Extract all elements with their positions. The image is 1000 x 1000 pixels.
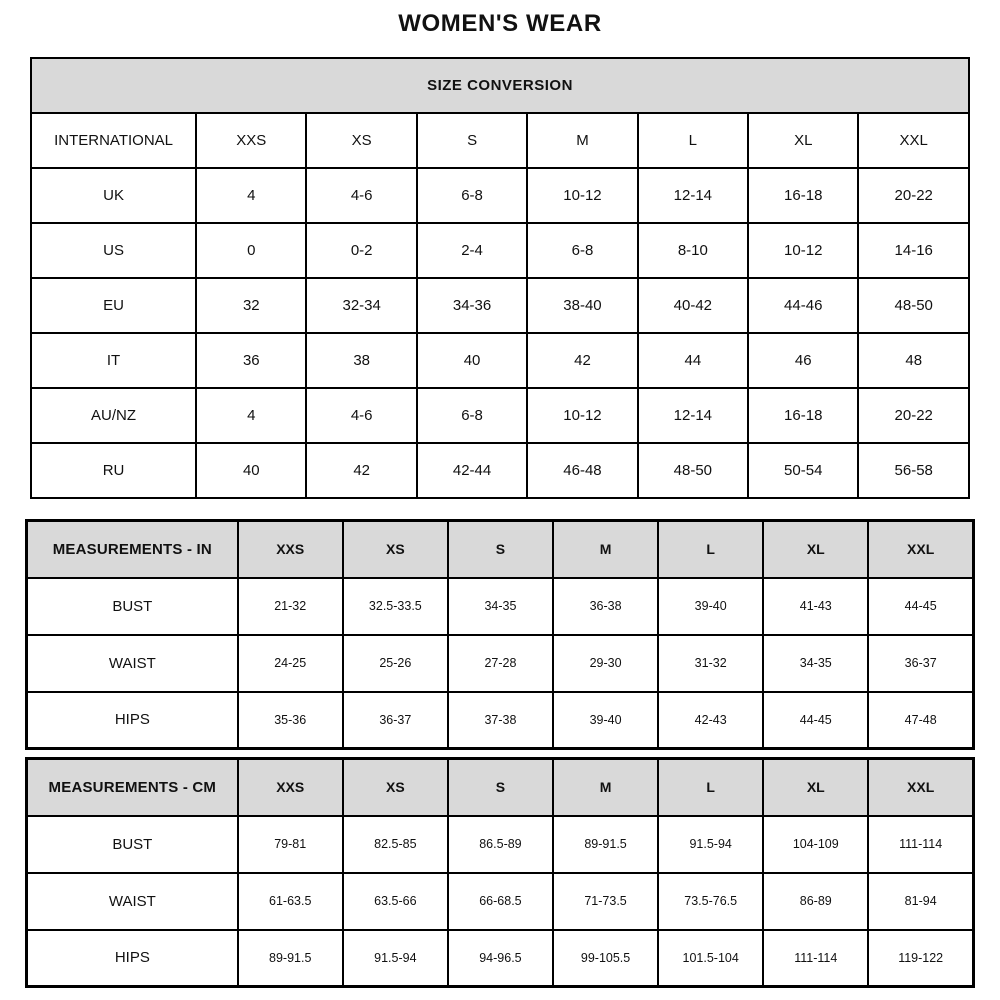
column-header-international: INTERNATIONAL bbox=[31, 113, 196, 168]
measurement-cell: 29-30 bbox=[553, 635, 658, 692]
measurement-cell: 44-45 bbox=[763, 692, 868, 749]
size-cell: 42-44 bbox=[417, 443, 527, 498]
column-header-s: S bbox=[448, 521, 553, 578]
table-row bbox=[27, 578, 974, 635]
table-row bbox=[27, 930, 974, 987]
table-title-row bbox=[31, 58, 969, 113]
size-cell: 46 bbox=[748, 333, 858, 388]
column-header-xl: XL bbox=[763, 521, 868, 578]
measurement-cell: 35-36 bbox=[238, 692, 343, 749]
size-cell: 0 bbox=[196, 223, 306, 278]
table-row bbox=[31, 223, 969, 278]
column-header-xxs: XXS bbox=[196, 113, 306, 168]
measurement-cell: 31-32 bbox=[658, 635, 763, 692]
column-header-s: S bbox=[417, 113, 527, 168]
size-cell: 10-12 bbox=[748, 223, 858, 278]
measurement-cell: 36-37 bbox=[343, 692, 448, 749]
measurement-cell: 89-91.5 bbox=[553, 816, 658, 873]
measurement-cell: 73.5-76.5 bbox=[658, 873, 763, 930]
table-row bbox=[27, 635, 974, 692]
measurement-cell: 25-26 bbox=[343, 635, 448, 692]
size-cell: 44-46 bbox=[748, 278, 858, 333]
column-header-xl: XL bbox=[748, 113, 858, 168]
column-header-xxl: XXL bbox=[858, 113, 969, 168]
size-cell: 46-48 bbox=[527, 443, 637, 498]
measurement-cell: 66-68.5 bbox=[448, 873, 553, 930]
size-cell: 20-22 bbox=[858, 388, 969, 443]
row-label-uk: UK bbox=[31, 168, 196, 223]
column-header-xl: XL bbox=[763, 759, 868, 816]
row-label-bust: BUST bbox=[27, 816, 238, 873]
size-cell: 40 bbox=[196, 443, 306, 498]
column-header-xs: XS bbox=[343, 759, 448, 816]
page-title: WOMEN'S WEAR bbox=[398, 10, 602, 37]
size-cell: 38-40 bbox=[527, 278, 637, 333]
measurement-cell: 91.5-94 bbox=[658, 816, 763, 873]
size-cell: 8-10 bbox=[638, 223, 748, 278]
column-header-l: L bbox=[658, 521, 763, 578]
table-row bbox=[27, 873, 974, 930]
measurement-cell: 101.5-104 bbox=[658, 930, 763, 987]
row-label-aunz: AU/NZ bbox=[31, 388, 196, 443]
measurement-cell: 91.5-94 bbox=[343, 930, 448, 987]
row-label-bust: BUST bbox=[27, 578, 238, 635]
measurement-cell: 34-35 bbox=[763, 635, 868, 692]
measurement-cell: 41-43 bbox=[763, 578, 868, 635]
column-header-measurements-cm: MEASUREMENTS - CM bbox=[27, 759, 238, 816]
row-label-hips: HIPS bbox=[27, 692, 238, 749]
table-row bbox=[31, 278, 969, 333]
size-cell: 40-42 bbox=[638, 278, 748, 333]
size-cell: 36 bbox=[196, 333, 306, 388]
measurement-cell: 27-28 bbox=[448, 635, 553, 692]
size-cell: 4-6 bbox=[306, 388, 416, 443]
table-row bbox=[27, 692, 974, 749]
size-cell: 16-18 bbox=[748, 388, 858, 443]
size-cell: 48-50 bbox=[858, 278, 969, 333]
measurement-cell: 89-91.5 bbox=[238, 930, 343, 987]
size-cell: 0-2 bbox=[306, 223, 416, 278]
size-cell: 4 bbox=[196, 388, 306, 443]
measurement-cell: 44-45 bbox=[868, 578, 973, 635]
column-header-s: S bbox=[448, 759, 553, 816]
size-cell: 32-34 bbox=[306, 278, 416, 333]
measurement-cell: 63.5-66 bbox=[343, 873, 448, 930]
measurement-cell: 71-73.5 bbox=[553, 873, 658, 930]
measurement-cell: 61-63.5 bbox=[238, 873, 343, 930]
column-header-xxl: XXL bbox=[868, 521, 973, 578]
column-header-xxl: XXL bbox=[868, 759, 973, 816]
size-cell: 40 bbox=[417, 333, 527, 388]
measurements-in-table bbox=[25, 519, 975, 750]
size-cell: 20-22 bbox=[858, 168, 969, 223]
measurement-cell: 21-32 bbox=[238, 578, 343, 635]
size-cell: 2-4 bbox=[417, 223, 527, 278]
table-row bbox=[31, 168, 969, 223]
measurement-cell: 36-37 bbox=[868, 635, 973, 692]
measurement-cell: 36-38 bbox=[553, 578, 658, 635]
size-cell: 38 bbox=[306, 333, 416, 388]
column-header-xs: XS bbox=[306, 113, 416, 168]
size-cell: 4 bbox=[196, 168, 306, 223]
row-label-us: US bbox=[31, 223, 196, 278]
size-cell: 6-8 bbox=[417, 388, 527, 443]
size-cell: 50-54 bbox=[748, 443, 858, 498]
row-label-eu: EU bbox=[31, 278, 196, 333]
measurement-cell: 39-40 bbox=[553, 692, 658, 749]
table-row bbox=[31, 333, 969, 388]
measurement-cell: 99-105.5 bbox=[553, 930, 658, 987]
size-cell: 48 bbox=[858, 333, 969, 388]
size-cell: 32 bbox=[196, 278, 306, 333]
size-cell: 12-14 bbox=[638, 168, 748, 223]
size-cell: 10-12 bbox=[527, 168, 637, 223]
size-cell: 10-12 bbox=[527, 388, 637, 443]
size-cell: 44 bbox=[638, 333, 748, 388]
measurement-cell: 119-122 bbox=[868, 930, 973, 987]
measurement-cell: 82.5-85 bbox=[343, 816, 448, 873]
column-header-row bbox=[27, 759, 974, 816]
size-cell: 6-8 bbox=[417, 168, 527, 223]
size-cell: 16-18 bbox=[748, 168, 858, 223]
column-header-xs: XS bbox=[343, 521, 448, 578]
row-label-hips: HIPS bbox=[27, 930, 238, 987]
measurement-cell: 24-25 bbox=[238, 635, 343, 692]
measurement-cell: 39-40 bbox=[658, 578, 763, 635]
table-row bbox=[31, 443, 969, 498]
size-cell: 42 bbox=[527, 333, 637, 388]
measurement-cell: 86.5-89 bbox=[448, 816, 553, 873]
size-cell: 48-50 bbox=[638, 443, 748, 498]
column-header-measurements-in: MEASUREMENTS - IN bbox=[27, 521, 238, 578]
row-label-it: IT bbox=[31, 333, 196, 388]
measurement-cell: 37-38 bbox=[448, 692, 553, 749]
measurements-cm-table bbox=[25, 757, 975, 988]
size-cell: 6-8 bbox=[527, 223, 637, 278]
size-cell: 4-6 bbox=[306, 168, 416, 223]
size-cell: 56-58 bbox=[858, 443, 969, 498]
measurement-cell: 86-89 bbox=[763, 873, 868, 930]
column-header-xxs: XXS bbox=[238, 759, 343, 816]
measurement-cell: 34-35 bbox=[448, 578, 553, 635]
measurement-cell: 104-109 bbox=[763, 816, 868, 873]
measurement-cell: 79-81 bbox=[238, 816, 343, 873]
column-header-m: M bbox=[527, 113, 637, 168]
row-label-waist: WAIST bbox=[27, 873, 238, 930]
column-header-l: L bbox=[658, 759, 763, 816]
row-label-waist: WAIST bbox=[27, 635, 238, 692]
table-row bbox=[31, 388, 969, 443]
size-cell: 12-14 bbox=[638, 388, 748, 443]
measurement-cell: 111-114 bbox=[868, 816, 973, 873]
column-header-xxs: XXS bbox=[238, 521, 343, 578]
table-title-size-conversion: SIZE CONVERSION bbox=[31, 58, 969, 113]
column-header-l: L bbox=[638, 113, 748, 168]
measurement-cell: 94-96.5 bbox=[448, 930, 553, 987]
measurement-cell: 32.5-33.5 bbox=[343, 578, 448, 635]
size-cell: 34-36 bbox=[417, 278, 527, 333]
measurement-cell: 111-114 bbox=[763, 930, 868, 987]
measurement-cell: 42-43 bbox=[658, 692, 763, 749]
column-header-row bbox=[27, 521, 974, 578]
column-header-m: M bbox=[553, 759, 658, 816]
column-header-row bbox=[31, 113, 969, 168]
measurement-cell: 47-48 bbox=[868, 692, 973, 749]
table-row bbox=[27, 816, 974, 873]
size-conversion-table bbox=[30, 57, 970, 499]
column-header-m: M bbox=[553, 521, 658, 578]
size-cell: 42 bbox=[306, 443, 416, 498]
measurement-cell: 81-94 bbox=[868, 873, 973, 930]
row-label-ru: RU bbox=[31, 443, 196, 498]
size-cell: 14-16 bbox=[858, 223, 969, 278]
